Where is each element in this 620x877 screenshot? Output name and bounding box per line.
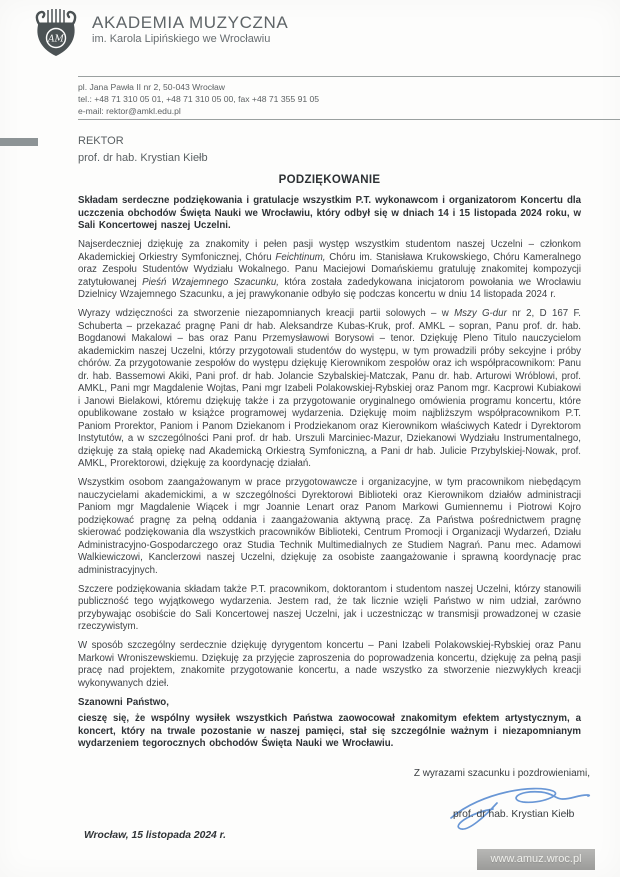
org-name: AKADEMIA MUZYCZNA bbox=[92, 13, 289, 32]
address-block bbox=[78, 81, 319, 117]
closing-line: Z wyrazami szacunku i pozdrowieniami, bbox=[413, 768, 590, 779]
divider-bottom bbox=[78, 119, 620, 120]
sender-name: prof. dr hab. Krystian Kiełb bbox=[78, 152, 208, 164]
salutation: Szanowni Państwo, bbox=[78, 696, 169, 708]
divider-top bbox=[78, 76, 620, 77]
sender-role: REKTOR bbox=[78, 135, 124, 147]
paragraph-staff: Wszystkim osobom zaangażowanym w prace przygotowawcze i organizacyjne, w tym pracownikom niebędącym nauczycielami akademickimi, a w szczególności Dyrektorowi Biblioteki oraz Kierownikom działów administracji Paniom mgr Magdalenie Wiącek i mgr Joannie Lenart oraz Panom Markowi Gumiennemu i Piotrowi Kojro podziękować pragnę za pełną oddania i zaangażowania aktywną pracę. Za Państwa pośrednictwem pragnę skierować podziękowania dla wszystkich pracowników Biblioteki, Centrum Promocji i Organizacji Wydarzeń, Działu Administracyjno-Gospodarczego oraz Studia Technik Multimedialnych ze Studiem Nagrań. Panu mec. Adamowi Walkiewiczowi, Kanclerzowi naszej Uczelni, dziękuję za osobiste zaangażowanie i sprawną koordynację prac administracyjnych. bbox=[78, 477, 581, 576]
paragraph-soloists-teachers bbox=[78, 308, 581, 471]
text-segment: Najserdeczniej dziękuję za znakomity i pełen pasji występ wszystkim studentom naszej Uczelni – członkom Akademickiej Orkiestry Symfonicznej, Chóru bbox=[78, 239, 581, 263]
italic-composition-title: Pieśń Wzajemnego Szacunku, bbox=[142, 276, 279, 288]
lyre-logo-icon bbox=[30, 7, 82, 57]
italic-mass-title: Mszy G-dur bbox=[454, 308, 507, 319]
paragraph-students bbox=[78, 239, 581, 302]
text-segment: Chóru im. Stanisława Krukowskiego, Chóru Kameralnego oraz Zespołu Studentów Wydziału Wokalnego. Panu Maciejowi Domańskiemu gratuluję znakomitej kompozycji zatytułowanej bbox=[78, 251, 582, 288]
address-email: e-mail: rektor@amkl.edu.pl bbox=[78, 106, 181, 116]
paragraph-conclusion: cieszę się, że wspólny wysiłek wszystkich Państwa zaowocował znakomitym efektem artystycznym, a koncert, który na trwale pozostanie w naszej pamięci, stał się szczególnie ważnym i niezapomnianym wydarzeniem tegorocznych obchodów Święta Nauki we Wrocławiu. bbox=[78, 713, 581, 749]
text-segment: Wyrazy wdzięczności za stworzenie niezapomnianych kreacji partii solowych – w bbox=[78, 308, 455, 319]
svg-text:AM: AM bbox=[48, 34, 64, 45]
paragraph-intro: Składam serdeczne podziękowania i gratulacje wszystkim P.T. wykonawcom i organizatorom Koncertu dla uczczenia obchodów Święta Nauki we Wrocławiu, który odbył się w dniach 14 i 15 listopada 2024 roku, w Sali Koncertowej naszej Uczelni. bbox=[78, 195, 581, 231]
website-badge: www.amuz.wroc.pl bbox=[477, 849, 595, 870]
signature-name: prof. dr hab. Krystian Kiełb bbox=[453, 809, 575, 820]
letter-title: PODZIĘKOWANIE bbox=[278, 174, 381, 186]
left-margin-mark bbox=[0, 138, 38, 146]
text-segment: nr 2, D 167 F. Schuberta – przekazać pragnę Pani dr hab. Aleksandrze Kubas-Kruk, prof. AMKL – sopran, Panu prof. dr. hab. Bogdanowi Makalowi – bas oraz Panu Przemysławowi Borysowi – tenor. Dziękuję Pleno Titulo nauczycielom akademickim naszej Uczelni, którzy przygotowali studentów do występu, w tym prowadzili próby sekcyjne i próby chórów. Za przygotowanie zespołów do występu dziękuję Kierownikom zespołów oraz ich współpracownikom: Panu dr. hab. Bassemowi Akiki, Pani prof. dr hab. Jolancie Szybalskiej-Matczak, Panu dr. hab. Arturowi Wróblowi, prof. AMKL, Pani mgr Magdalenie Wojtas, Pani mgr Izabeli Polakowskiej-Rybskiej oraz Panom mgr. Kacprowi Kubiakowi i Janowi Bielakowi, któremu dziękuję także i za przygotowanie oryginalnego omówienia programu koncertu, które opublikowane zostało w książce programowej wydarzenia. Dziękuję moim najbliższym współpracownikom P.T. Paniom Prorektor, Paniom i Panom Dziekanom i Prodziekanom oraz Kierownikom właściwych Katedr i Dyrektorom Instytutów, a w szczególności Pani prof. dr hab. Urszuli Marciniec-Mazur, Dziekanowi Wydziału Instrumentalnego, dziękuję za stałą opiekę nad Akademicką Orkiestrą Symfoniczną, a Pani dr hab. Julicie Przybylskiej-Nowak, prof. AMKL, Prorektorowi, dziękuję za koordynację działań. bbox=[78, 308, 581, 469]
paragraph-conductors: W sposób szczególny serdecznie dziękuję dyrygentom koncertu – Pani Izabeli Polakowskiej-Rybskiej oraz Panu Markowi Wroniszewskiemu. Dziękuję za przyjęcie zaproszenia do poprowadzenia koncertu, dziękuję za pełną pasji pracę nad projektem, znakomite przygotowanie koncertu, a nade wszystko za stworzenie niezwykłych kreacji wykonywanych dzieł. bbox=[78, 640, 581, 689]
italic-choir-name: Feichtinum, bbox=[275, 251, 326, 263]
sender-block bbox=[78, 133, 208, 167]
letter-body bbox=[78, 174, 581, 757]
paragraph-audience: Szczere podziękowania składam także P.T. pracownikom, doktorantom i studentom naszej Uczelni, którzy stanowili publiczność tego wyjątkowego wydarzenia. Jestem rad, że tak licznie wzięli Państwo w nim udział, zarówno przybywając osobiście do Sali Koncertowej naszej Uczelni, jak i uczestnicząc w transmisji prowadzonej w czasie rzeczywistym. bbox=[78, 583, 581, 632]
text-segment: która została zadedykowana inicjatorom powołania we Wrocławiu Dzielnicy Wzajemnego Szacunku, a jej prawykonanie odbyło się podczas koncertu w dniu 14 listopada 2024 r. bbox=[78, 276, 581, 300]
address-phone: tel.: +48 71 310 05 01, +48 71 310 05 00, fax +48 71 355 91 05 bbox=[78, 94, 320, 104]
address-street: pl. Jana Pawła II nr 2, 50-043 Wrocław bbox=[78, 82, 225, 92]
org-subtitle: im. Karola Lipińskiego we Wrocławiu bbox=[92, 33, 271, 45]
date-line: Wrocław, 15 listopada 2024 r. bbox=[84, 830, 226, 841]
